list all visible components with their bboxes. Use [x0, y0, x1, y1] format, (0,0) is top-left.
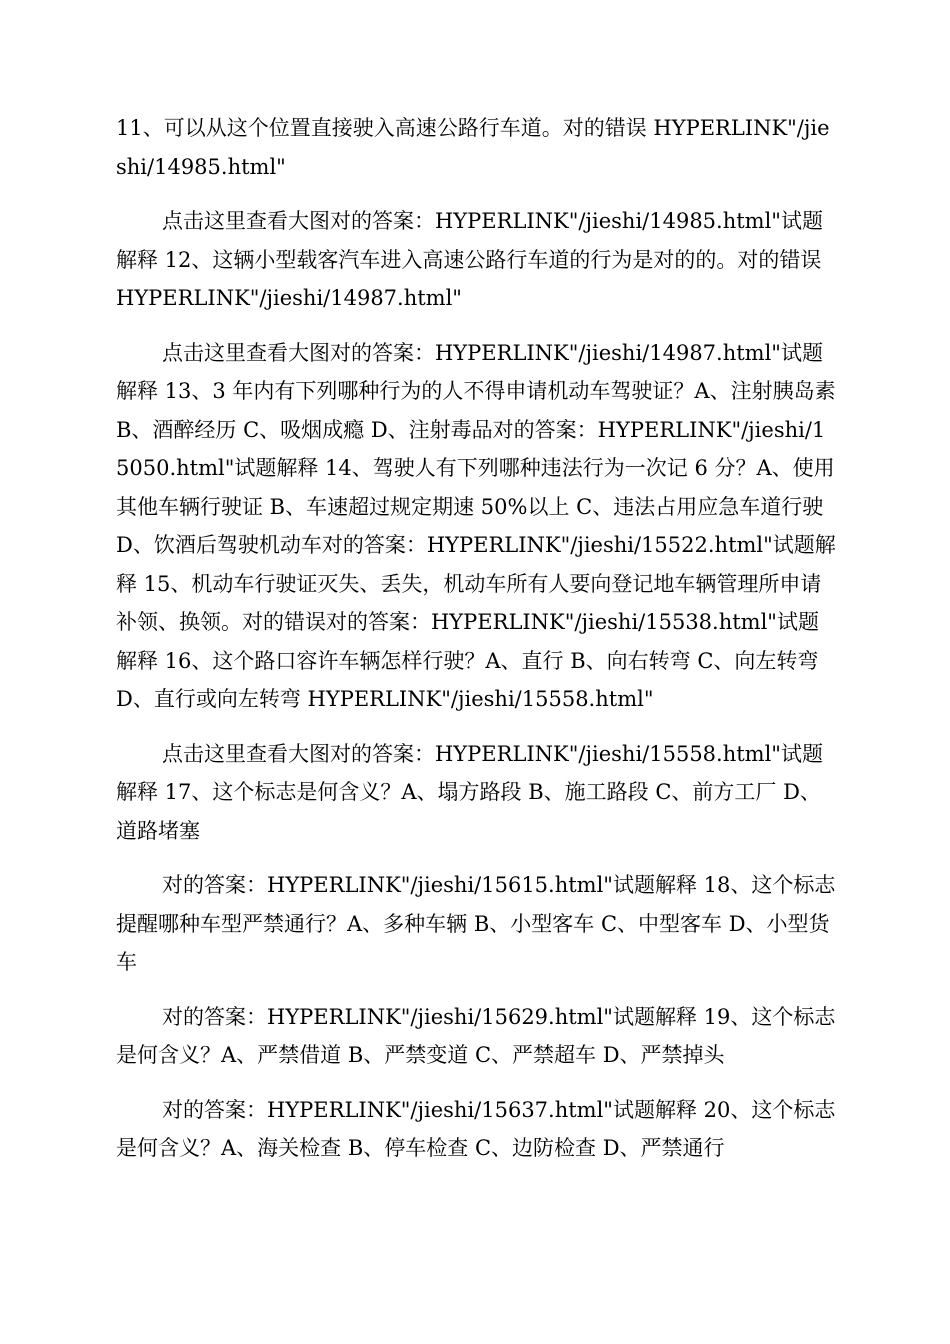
paragraph-q13-q16: 点击这里查看大图对的答案：HYPERLINK"/jieshi/14987.html"试题解释 13、3 年内有下列哪种行为的人不得申请机动车驾驶证？A、注射胰岛素 B、酒醉经历 C、吸烟成瘾 D、注射毒品对的答案：HYPERLINK"/jieshi/15050.html"试题解释 14、驾驶人有下列哪种违法行为一次记 6 分？A、使用其他车辆行驶证 B、车速超过规定期速 50%以上 C、违法占用应急车道行驶 D、饮酒后驾驶机动车对的答案：HYPERLINK"/jieshi/15522.html"试题解释 15、机动车行驶证灭失、丢失，机动车所有人要向登记地车辆管理所申请补领、换领。对的错误对的答案：HYPERLINK"/jieshi/15538.html"试题解释 16、这个路口容许车辆怎样行驶？A、直行 B、向右转弯 C、向左转弯 D、直行或向左转弯 HYPERLINK"/jieshi/15558.html": [116, 340, 836, 711]
paragraph-q20: 对的答案：HYPERLINK"/jieshi/15637.html"试题解释 20、这个标志是何含义？A、海关检查 B、停车检查 C、边防检查 D、严禁通行: [116, 1097, 836, 1160]
paragraph-q18: 对的答案：HYPERLINK"/jieshi/15615.html"试题解释 18、这个标志提醒哪种车型严禁通行？A、多种车辆 B、小型客车 C、中型客车 D、小型货车: [116, 873, 836, 974]
paragraph-q19: 对的答案：HYPERLINK"/jieshi/15629.html"试题解释 19、这个标志是何含义？A、严禁借道 B、严禁变道 C、严禁超车 D、严禁掉头: [116, 1004, 836, 1067]
paragraph-q12: 点击这里查看大图对的答案：HYPERLINK"/jieshi/14985.html"试题解释 12、这辆小型载客汽车进入高速公路行车道的行为是对的的。对的错误 HYPERLINK"/jieshi/14987.html": [116, 209, 823, 310]
document-page: [116, 109, 836, 1184]
paragraph-q11: 11、可以从这个位置直接驶入高速公路行车道。对的错误 HYPERLINK"/jieshi/14985.html": [116, 116, 830, 179]
paragraph-q17: 点击这里查看大图对的答案：HYPERLINK"/jieshi/15558.html"试题解释 17、这个标志是何含义？A、塌方路段 B、施工路段 C、前方工厂 D、道路堵塞: [116, 741, 823, 843]
